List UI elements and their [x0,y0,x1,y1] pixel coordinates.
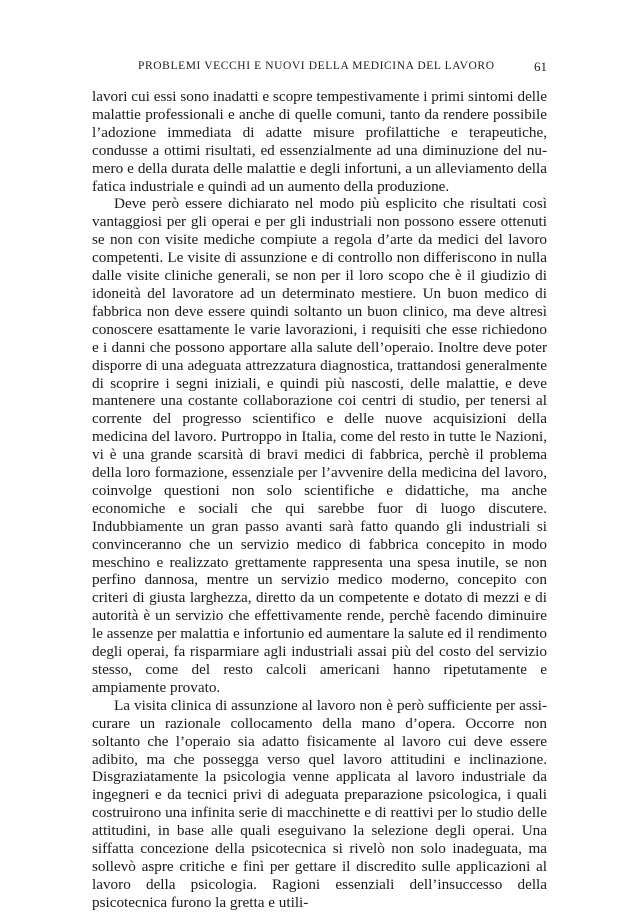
running-head [92,60,547,78]
paragraph-psychotechnics: La visita clinica di assunzione al lavoro non è però sufficiente per assicurare un razionale collocamento della mano d’opera. Occorre non soltanto che l’operaio sia adatto fisicamente al lavoro cui deve essere adibito, ma che possegga verso quel lavoro attitudini e inclinazione. Disgraziatamente la psicologia venne applicata al lavoro industriale da ingegneri e da tecnici privi di adeguata preparazione psicologica, i quali costruirono una infinita serie di macchinette e di reattivi per lo studio delle attitudini, in base alle quali eseguivano la selezione degli operai. Una siffatta concezione della psicotecnica si rivelò non solo inadeguata, ma sollevò aspre critiche e finì per gettare il discredito sulle applicazioni al lavoro della psicologia. Ragioni essenziali dell’insuccesso della psicotecnica furono la gretta e utili- [92,696,547,911]
running-title: PROBLEMI VECCHI E NUOVI DELLA MEDICINA DEL LAVORO [138,60,495,72]
body-text [92,88,547,912]
paragraph-continuation: lavori cui essi sono inadatti e scopre tempestivamente i primi sintomi delle malattie professionali e anche di quelle comuni, tanto da rendere possibile l’adozione immediata di adatte misure profilattiche e terapeutiche, condusse a ottimi risultati, ed essenzialmente ad una diminuzione del numero e della durata delle malattie e degli infortuni, a un alleviamento della fatica industriale e quindi ad un aumento della produzione. [92,88,547,195]
page-number: 61 [534,59,547,74]
paragraph-medical-visits: Deve però essere dichiarato nel modo più esplicito che risultati così vantaggiosi per gli operai e per gli industriali non possono essere ottenuti se non con visite mediche compiute a regola d’arte da medici del lavoro competenti. Le visite di assunzione e di controllo non differiscono in nulla dalle visite cliniche generali, se non per il loro scopo che è il giudizio di idoneità del lavoratore ad un determinato mestiere. Un buon medico di fabbrica non deve essere quindi soltanto un buon clinico, ma deve altresì conoscere esattamente le varie lavorazioni, i requisiti che esse richiedono e i danni che possono apportare alla salute dell’operaio. Inoltre deve poter disporre di una adeguata attrezzatura diagnostica, trattandosi generalmente di scoprire i segni iniziali, e quindi più nascosti, delle malattie, e deve mantenere una costante collaborazione coi centri di studio, per tenersi al corrente del progresso scientifico e delle nuove acquisizioni della medicina del lavoro. Purtroppo in Italia, come del resto in tutte le Nazioni, vi è una grande scarsità di bravi medici di fabbrica, perchè il problema della loro formazione, essenziale per l’avvenire della medicina del lavoro, coinvolge questioni non solo scientifiche e didattiche, ma anche economiche e sociali che qui sarebbe fuor di luogo discutere. Indubbiamente un gran passo avanti sarà fatto quando gli industriali si convinceranno che un servizio medico di fabbrica concepito in modo meschino e realizzato grettamente rappresenta una spesa inutile, se non perfino dannosa, mentre un servizio medico moderno, concepito con criteri di giusta larghezza, diretto da un competente e dotato di mezzi e di autorità è un servizio che effettivamente rende, perchè facendo diminuire le assenze per malattia e infortunio ed aumentare la salute ed il rendimento degli operai, fa risparmiare agli industriali assai più del costo del servizio stesso, come del resto calcoli americani hanno ripetutamente e ampiamente provato. [92,195,547,696]
